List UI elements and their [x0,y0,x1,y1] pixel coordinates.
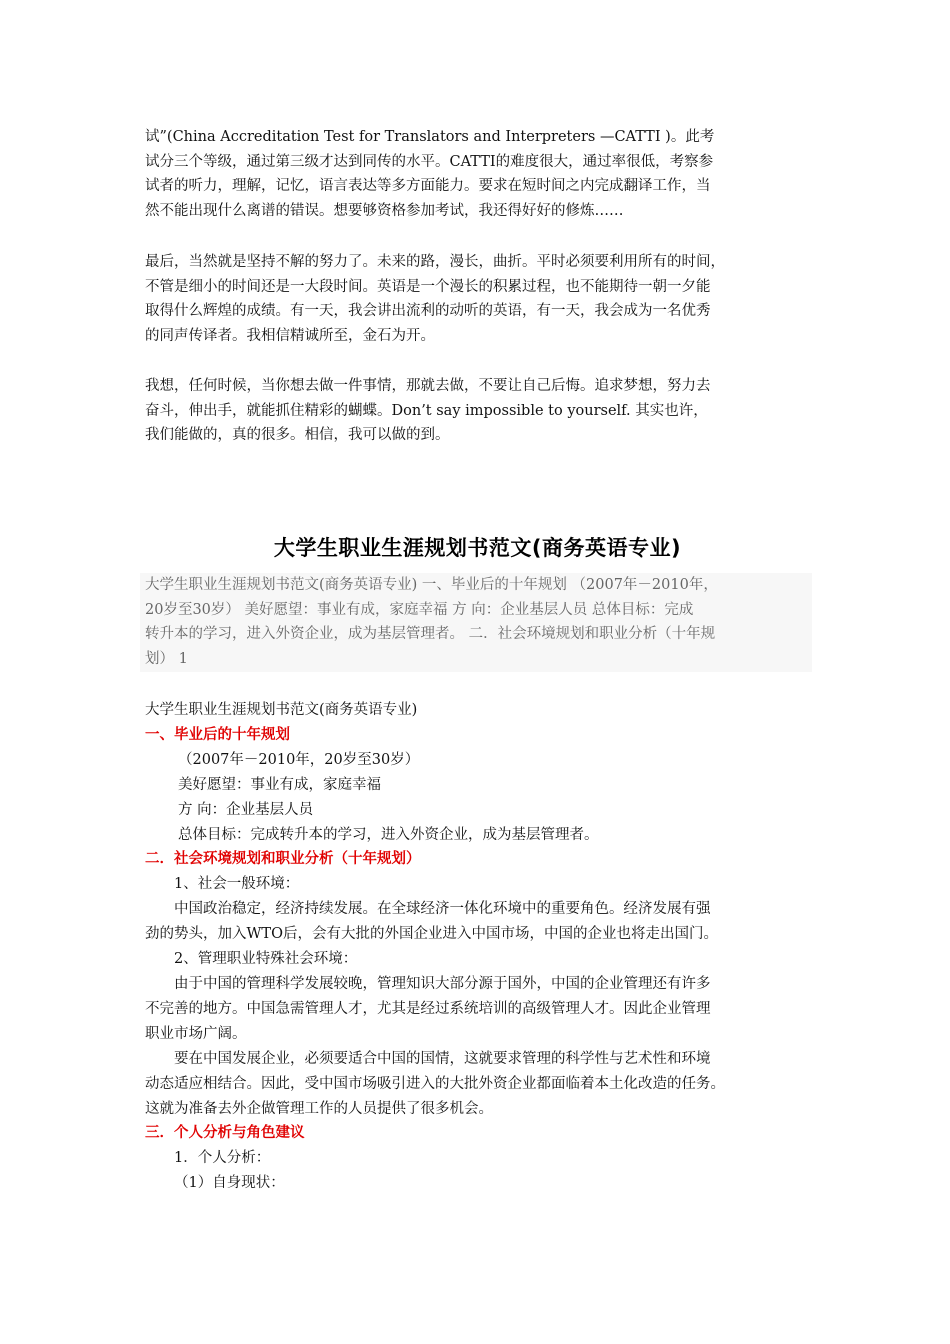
text-line: 劲的势头，加入WTO后，会有大批的外国企业进入中国市场，中国的企业也将走出国门。 [145,926,718,943]
text-line: 我想，任何时候，当你想去做一件事情，那就去做，不要让自己后悔。追求梦想，努力去 [145,378,711,394]
section-heading-1: 一、毕业后的十年规划 [145,726,290,743]
text-line: 奋斗，伸出手，就能抓住精彩的蝴蝶。Don’t say impossible to yourself. 其实也许， [145,402,708,419]
section-heading-2: 二．社会环境规划和职业分析（十年规划） [145,851,421,868]
article-body [145,698,810,1196]
text-line: 然不能出现什么离谱的错误。想要够资格参加考试，我还得好好的修炼…… [145,203,624,220]
article-title: 大学生职业生涯规划书范文(商务英语专业) [273,536,682,560]
text-line: 试者的听力，理解，记忆，语言表达等多方面能力。要求在短时间之内完成翻译工作，当 [145,178,711,195]
section-heading-3: 三．个人分析与角色建议 [145,1125,305,1142]
text-line: 我们能做的，真的很多。相信，我可以做的到。 [145,427,450,444]
subsection-title: 2、管理职业特殊社会环境： [174,951,358,968]
subsection-title: 1．个人分析： [174,1150,271,1167]
text-line: 这就为准备去外企做管理工作的人员提供了很多机会。 [145,1100,493,1117]
text-line: 最后，当然就是坚持不解的努力了。未来的路，漫长，曲折。平时必须要利用所有的时间， [145,254,725,270]
summary-line: 大学生职业生涯规划书范文(商务英语专业) 一、毕业后的十年规划 （2007年－2010年， [145,577,718,593]
text-line: 试”(China Accreditation Test for Translators and Interpreters —CATTI )。此考 [145,129,715,145]
summary-line: 转升本的学习，进入外资企业，成为基层管理者。 二．社会环境规划和职业分析（十年规 [145,626,716,643]
text-line: 不管是细小的时间还是一大段时间。英语是一个漫长的积累过程，也不能期待一朝一夕能 [145,278,711,295]
paragraph-dream [145,374,810,448]
summary-line: 划） 1 [145,651,188,668]
text-line: 职业市场广阔。 [145,1025,247,1042]
article-summary [140,573,812,672]
summary-line: 20岁至30岁） 美好愿望：事业有成，家庭幸福 方 向：企业基层人员 总体目标：完成 [145,601,694,618]
subsection-title: 1、社会一般环境： [174,876,300,893]
text-line: 的同声传译者。我相信精诚所至，金石为开。 [145,328,435,345]
doc-title: 大学生职业生涯规划书范文(商务英语专业) [145,702,418,718]
paragraph-effort [145,250,810,349]
paragraph-catti [145,125,810,224]
text-line: 要在中国发展企业，必须要适合中国的国情，这就要求管理的科学性与艺术性和环境 [174,1050,711,1067]
text-line: 动态适应相结合。因此，受中国市场吸引进入的大批外资企业都面临着本土化改造的任务。 [145,1075,725,1092]
text-line: 方 向：企业基层人员 [178,801,314,818]
text-line: （2007年－2010年，20岁至30岁） [178,751,420,768]
text-line: 试分三个等级，通过第三级才达到同传的水平。CATTI的难度很大，通过率很低，考察参 [145,153,714,170]
subsection-title: （1）自身现状： [174,1175,285,1192]
text-line: 不完善的地方。中国急需管理人才，尤其是经过系统培训的高级管理人才。因此企业管理 [145,1000,711,1017]
text-line: 取得什么辉煌的成绩。有一天，我会讲出流利的动听的英语，有一天，我会成为一名优秀 [145,303,711,320]
text-line: 总体目标：完成转升本的学习，进入外资企业，成为基层管理者。 [178,826,599,843]
text-line: 美好愿望：事业有成，家庭幸福 [178,776,381,793]
text-line: 由于中国的管理科学发展较晚，管理知识大部分源于国外，中国的企业管理还有许多 [174,975,711,992]
text-line: 中国政治稳定，经济持续发展。在全球经济一体化环境中的重要角色。经济发展有强 [174,901,711,918]
